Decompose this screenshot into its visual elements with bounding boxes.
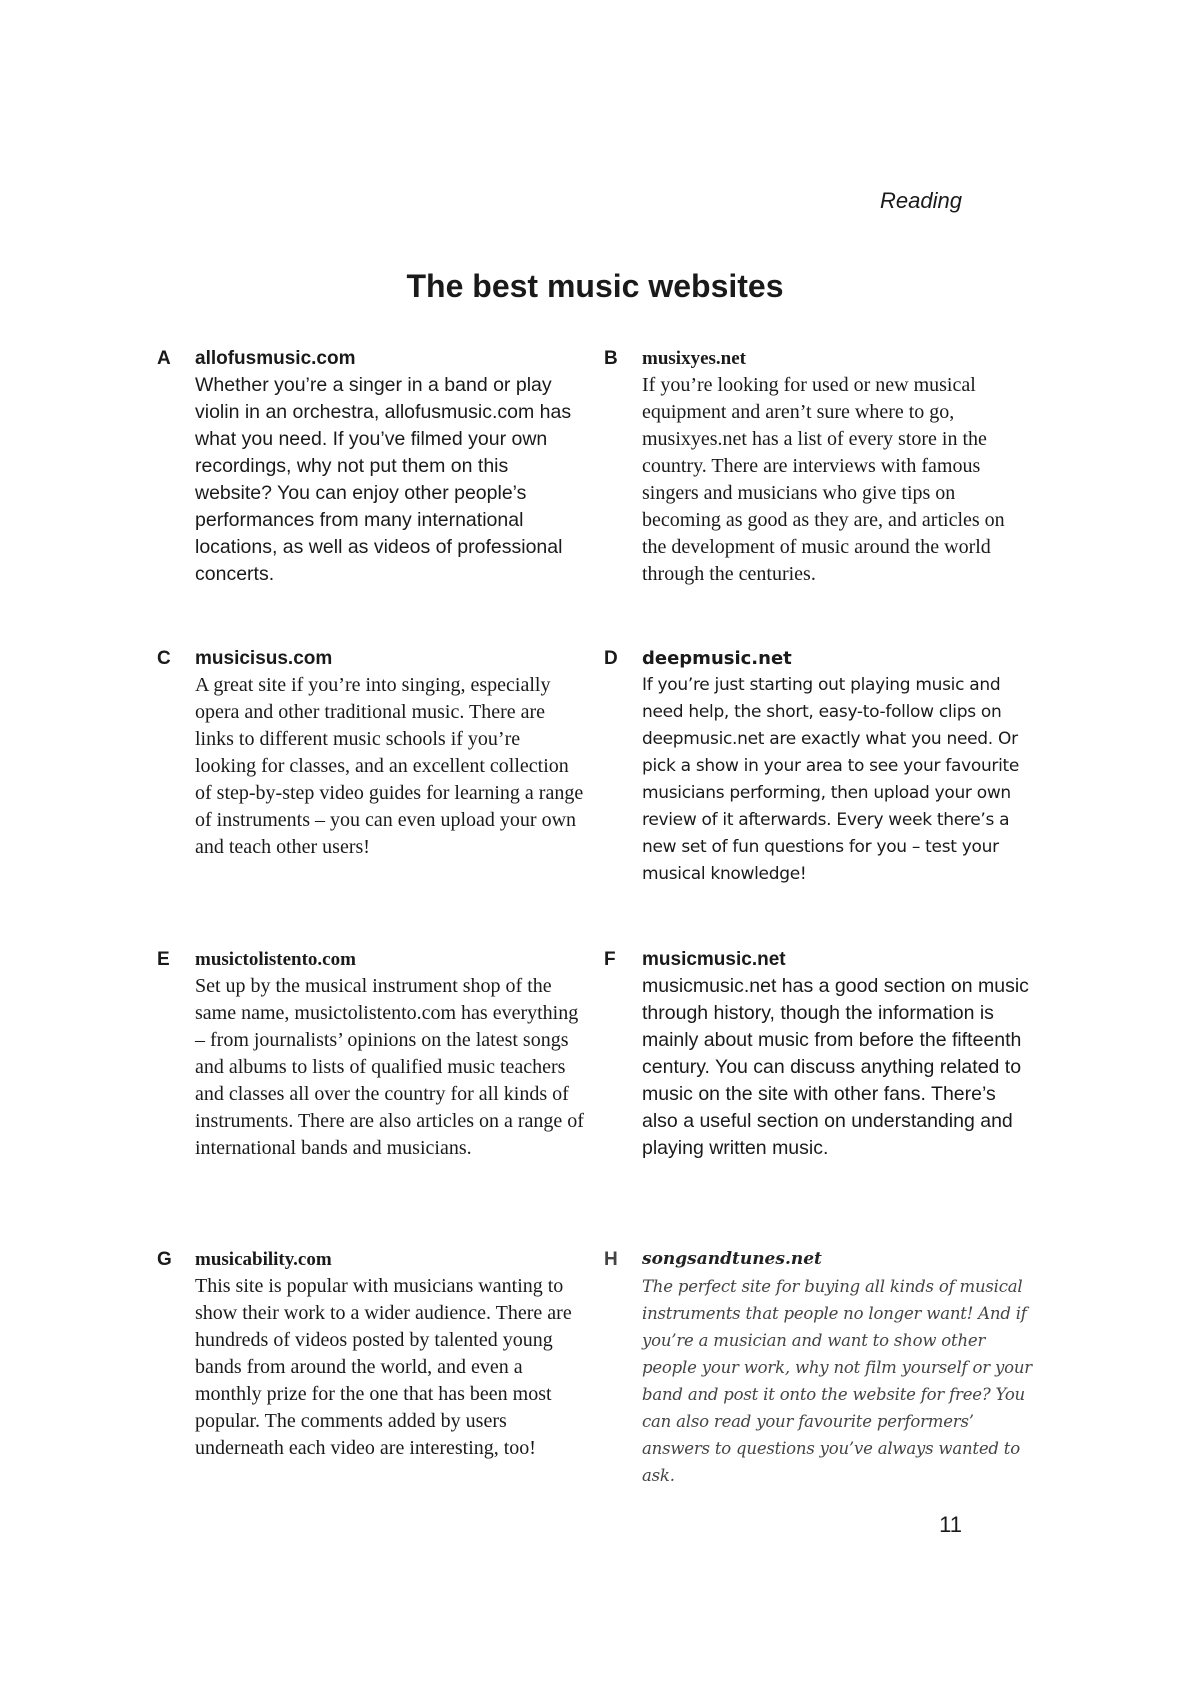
section-label: Reading (880, 188, 962, 213)
entry-description: A great site if you’re into singing, especially opera and other traditional music. There are links to different music schools if you’re looking for classes, and an excellent collection of step-by-step video guides for learning a range of instruments – you can even upload your own and teach other users! (195, 674, 584, 858)
entry-e (157, 946, 585, 1162)
page-number: 11 (939, 1512, 962, 1537)
site-name: deepmusic.net (642, 648, 792, 669)
entry-a (157, 345, 585, 588)
site-name: musicisus.com (195, 648, 333, 669)
entry-description: Set up by the musical instrument shop of the same name, musictolistento.com has everything – from journalists’ opinions on the latest songs and albums to lists of qualified music teachers and classes all over the country for all kinds of instruments. There are also articles on a range of international bands and musicians. (195, 975, 584, 1159)
entry-letter: D (604, 648, 618, 669)
entry-description: This site is popular with musicians wanting to show their work to a wider audience. There are hundreds of videos posted by talented young bands from around the world, and even a monthly prize for the one that has been most popular. The comments added by users underneath each video are interesting, too! (195, 1275, 572, 1459)
entry-letter: G (157, 1249, 172, 1270)
entry-letter: A (157, 348, 171, 369)
entry-description: Whether you’re a singer in a band or play violin in an orchestra, allofusmusic.com has what you need. If you’ve filmed your own recordings, why not put them on this website? You can enjoy other people’s performances from many international locations, as well as videos of professional concerts. (195, 374, 572, 585)
entry-d (604, 645, 1032, 888)
entry-letter: H (604, 1249, 618, 1270)
entry-g (157, 1246, 585, 1462)
site-name: allofusmusic.com (195, 348, 356, 369)
entry-f (604, 946, 1032, 1162)
entry-letter: C (157, 648, 171, 669)
page-title: The best music websites (406, 268, 784, 304)
entry-letter: E (157, 949, 170, 970)
entry-h (604, 1246, 1032, 1489)
site-name: musicability.com (195, 1249, 332, 1270)
entry-description: If you’re looking for used or new musical equipment and aren’t sure where to go, musixyes.net has a list of every store in the country. There are interviews with famous singers and musicians who give tips on becoming as good as they are, and articles on the development of music around the world through the centuries. (642, 374, 1005, 585)
entry-letter: F (604, 949, 616, 970)
entry-description: If you’re just starting out playing music and need help, the short, easy-to-follow clips on deepmusic.net are exactly what you need. Or pick a show in your area to see your favourite musicians performing, then upload your own review of it afterwards. Every week there’s a new set of fun questions for you – test your musical knowledge! (642, 675, 1020, 884)
entry-c (157, 645, 585, 861)
entry-b (604, 345, 1032, 588)
entry-letter: B (604, 348, 618, 369)
site-name: musicmusic.net (642, 949, 786, 970)
entry-description: musicmusic.net has a good section on music through history, though the information is mainly about music from before the fifteenth century. You can discuss anything related to music on the site with other fans. There’s also a useful section on understanding and playing written music. (642, 975, 1029, 1159)
site-name: songsandtunes.net (642, 1249, 822, 1269)
site-name: musixyes.net (642, 348, 746, 369)
entry-description: The perfect site for buying all kinds of musical instruments that people no longer want! And if you’re a musician and want to show other people your work, why not film yourself or your band and post it onto the website for free? You can also read your favourite performers’ answers to questions you’ve always wanted to ask. (642, 1277, 1032, 1485)
site-name: musictolistento.com (195, 949, 356, 970)
